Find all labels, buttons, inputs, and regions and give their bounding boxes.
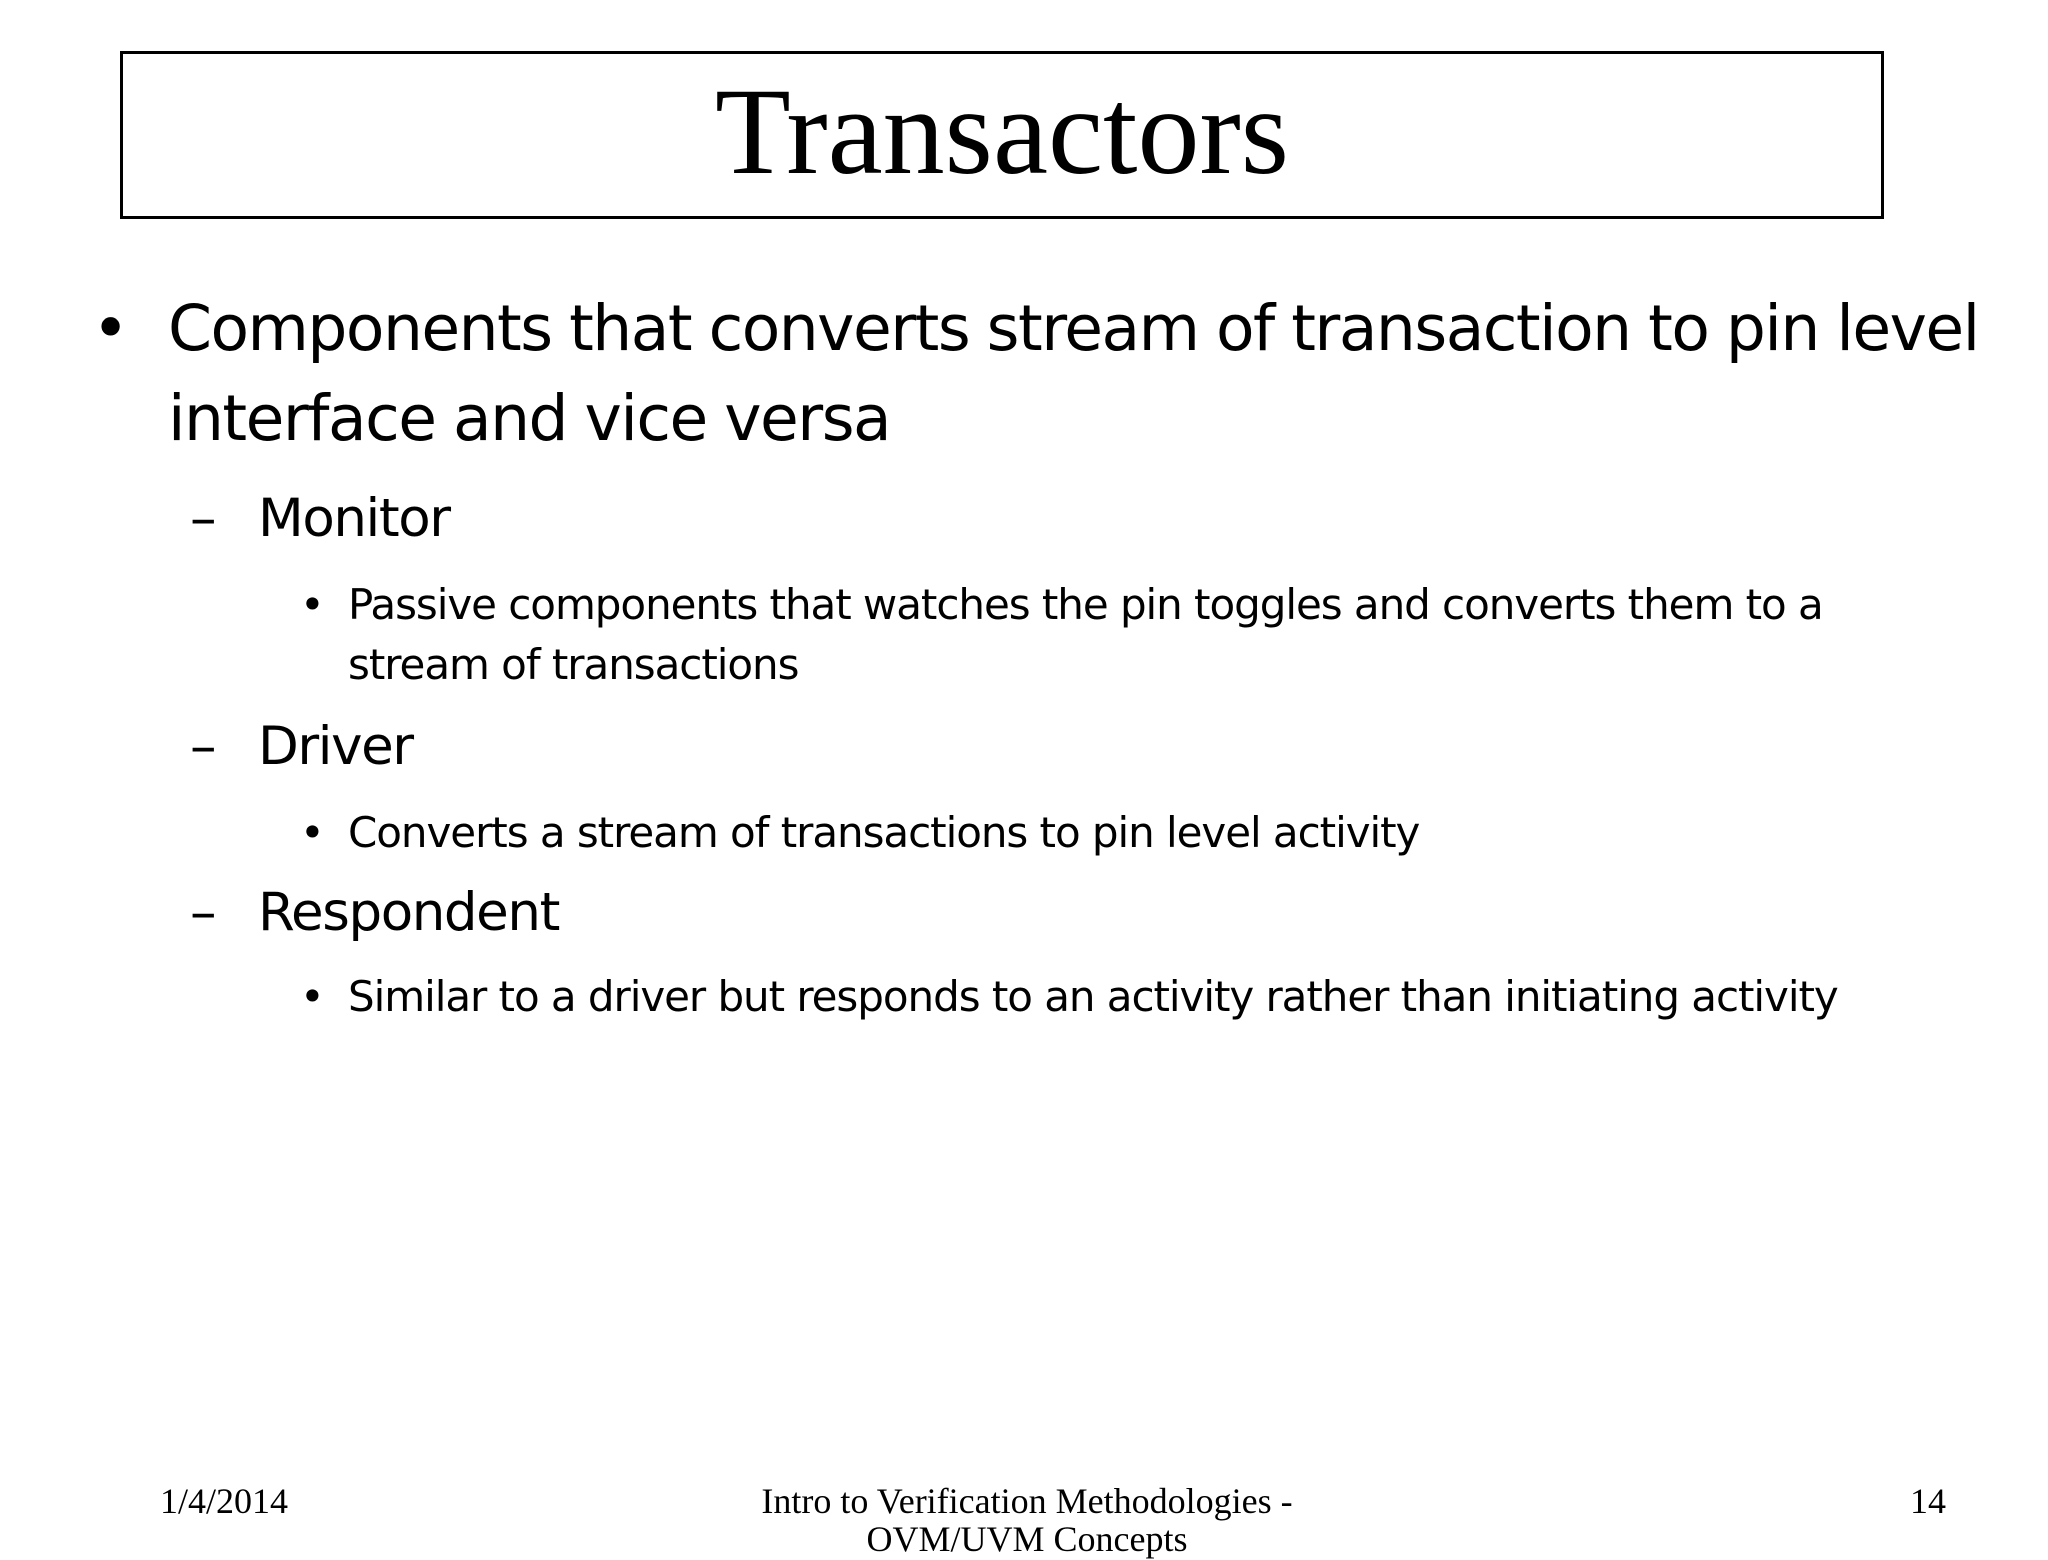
bullet-marker: •	[300, 580, 324, 629]
dash-marker: –	[190, 882, 216, 943]
dash-marker: –	[190, 488, 216, 549]
monitor-detail-line: Passive components that watches the pin toggles and converts them to a	[348, 580, 1823, 629]
footer-date: 1/4/2014	[160, 1481, 289, 1521]
dash-marker: –	[190, 716, 216, 777]
bullet-marker: •	[92, 292, 128, 365]
footer-center-line: OVM/UVM Concepts	[866, 1519, 1188, 1559]
bullet-text-line: Components that converts stream of transaction to pin level	[168, 292, 1979, 365]
bullet-text-line: interface and vice versa	[168, 382, 891, 455]
sub-item-respondent: Respondent	[258, 882, 559, 943]
driver-detail-line: Converts a stream of transactions to pin level activity	[348, 808, 1420, 857]
respondent-detail-line: Similar to a driver but responds to an activity rather than initiating activity	[348, 972, 1838, 1021]
sub-item-monitor: Monitor	[258, 488, 450, 549]
footer-page-number: 14	[1910, 1481, 1946, 1521]
sub-item-driver: Driver	[258, 716, 413, 777]
footer-center-line: Intro to Verification Methodologies -	[761, 1481, 1293, 1521]
slide-title: Transactors	[714, 63, 1290, 200]
title-box	[120, 51, 1884, 219]
bullet-marker: •	[300, 808, 324, 857]
monitor-detail-line: stream of transactions	[348, 640, 799, 689]
bullet-marker: •	[300, 972, 324, 1021]
